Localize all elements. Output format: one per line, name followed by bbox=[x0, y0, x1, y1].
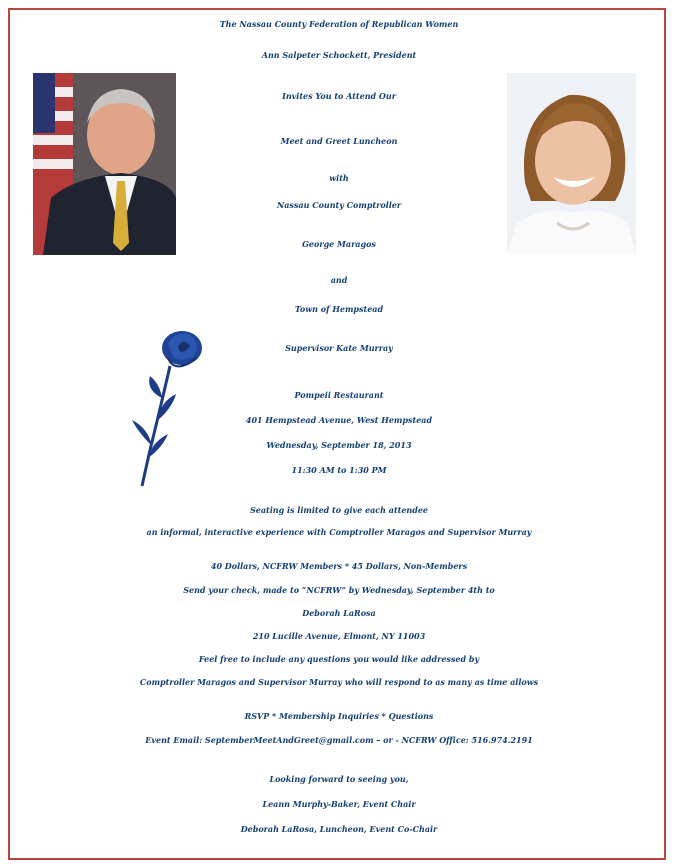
event-co-chair: Deborah LaRosa, Luncheon, Event Co-Chair bbox=[240, 824, 438, 834]
closing-line-1: Looking forward to seeing you, bbox=[269, 774, 409, 784]
seating-line-1: Seating is limited to give each attendee bbox=[249, 505, 429, 515]
guest1-title: Nassau County Comptroller bbox=[276, 200, 402, 210]
venue-name: Pompeii Restaurant bbox=[294, 390, 384, 400]
recipient-name: Deborah LaRosa bbox=[302, 608, 376, 618]
rsvp-heading: RSVP * Membership Inquiries * Questions bbox=[244, 711, 434, 721]
questions-line-1: Feel free to include any questions you would like addressed by bbox=[198, 654, 480, 664]
event-date: Wednesday, September 18, 2013 bbox=[266, 440, 412, 450]
event-title: Meet and Greet Luncheon bbox=[280, 136, 398, 146]
blue-rose-icon bbox=[128, 328, 206, 488]
send-check-line: Send your check, made to “NCFRW” by Wednesday, September 4th to bbox=[183, 585, 495, 595]
event-chair: Leann Murphy-Baker, Event Chair bbox=[262, 799, 416, 809]
recipient-address: 210 Lucille Avenue, Elmont, NY 11003 bbox=[252, 631, 426, 641]
invite-line: Invites You to Attend Our bbox=[282, 91, 396, 101]
venue-address: 401 Hempstead Avenue, West Hempstead bbox=[245, 415, 433, 425]
price-line: 40 Dollars, NCFRW Members * 45 Dollars, Non-Members bbox=[210, 561, 468, 571]
with-connector: with bbox=[329, 173, 349, 183]
and-connector: and bbox=[330, 275, 348, 285]
questions-line-2: Comptroller Maragos and Supervisor Murray who will respond to as many as time allows bbox=[139, 677, 539, 687]
guest1-name: George Maragos bbox=[302, 239, 376, 249]
rsvp-contact: Event Email: SeptemberMeetAndGreet@gmail.com – or - NCFRW Office: 516.974.2191 bbox=[145, 735, 533, 745]
seating-line-2: an informal, interactive experience with Comptroller Maragos and Supervisor Murray bbox=[146, 527, 532, 537]
photo-george-maragos bbox=[33, 73, 176, 255]
photo-kate-murray bbox=[507, 73, 636, 254]
president-line: Ann Salpeter Schockett, President bbox=[261, 50, 417, 60]
guest2-title: Town of Hempstead bbox=[294, 304, 384, 314]
guest2-name: Supervisor Kate Murray bbox=[285, 343, 393, 353]
event-time: 11:30 AM to 1:30 PM bbox=[291, 465, 387, 475]
organization-name: The Nassau County Federation of Republican Women bbox=[219, 19, 459, 29]
